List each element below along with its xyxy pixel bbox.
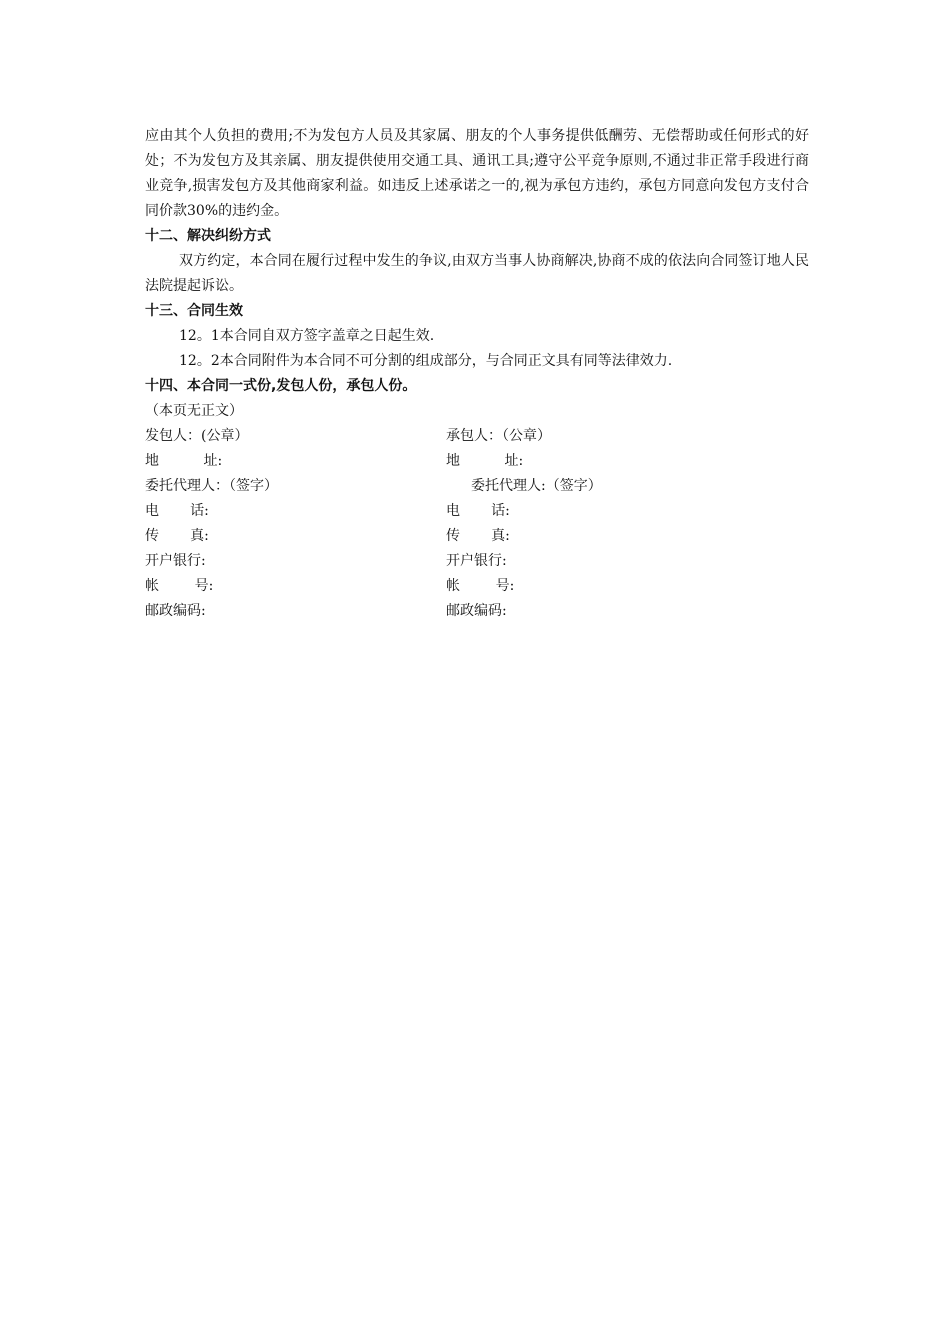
contractor-phone-label: 电 话: <box>446 503 510 519</box>
signature-row-party <box>145 424 809 449</box>
contractor-agent-label: 委托代理人:（签字） <box>471 478 602 494</box>
signature-row-phone <box>145 499 809 524</box>
employer-account-label: 帐 号: <box>145 578 214 594</box>
employer-postcode-label: 邮政编码: <box>145 603 206 619</box>
contractor-fax-label: 传 真: <box>446 528 510 544</box>
no-text-note: （本页无正文） <box>145 403 243 419</box>
contractor-account-label: 帐 号: <box>446 578 515 594</box>
contractor-address-label: 地 址: <box>446 453 524 469</box>
employer-bank-label: 开户银行: <box>145 553 206 569</box>
employer-label: 发包人：(公章） <box>145 428 249 444</box>
contractor-postcode-label: 邮政编码: <box>446 603 507 619</box>
signature-row-agent <box>145 474 809 499</box>
signature-row-fax <box>145 524 809 549</box>
paragraph-continuation: 应由其个人负担的费用;不为发包方人员及其家属、朋友的个人事务提供低酬劳、无偿帮助或任何形式的好处；不为发包方及其亲属、朋友提供使用交通工具、通讯工具;遵守公平竞争原则,不通过非正常手段进行商业竞争,损害发包方及其他商家利益。如违反上述承诺之一的,视为承包方违约，承包方同意向发包方支付合同价款30%的违约金。 <box>145 128 809 219</box>
contractor-bank-label: 开户银行: <box>446 553 507 569</box>
employer-fax-label: 传 真: <box>145 528 209 544</box>
section-12-text: 双方约定，本合同在履行过程中发生的争议,由双方当事人协商解决,协商不成的依法向合同签订地人民法院提起诉讼。 <box>145 253 809 294</box>
employer-phone-label: 电 话: <box>145 503 209 519</box>
section-14-heading: 十四、本合同一式份,发包人份，承包人份。 <box>145 378 417 394</box>
signature-row-bank <box>145 549 809 574</box>
employer-agent-label: 委托代理人：（签字） <box>145 478 278 494</box>
contractor-label: 承包人：（公章） <box>446 428 551 444</box>
signature-row-account <box>145 574 809 599</box>
section-13-item-2: 12。2本合同附件为本合同不可分割的组成部分，与合同正文具有同等法律效力. <box>179 353 673 369</box>
document-page <box>145 124 809 624</box>
signature-row-postcode <box>145 599 809 624</box>
section-13-heading: 十三、合同生效 <box>145 303 243 319</box>
section-12-heading: 十二、解决纠纷方式 <box>145 228 271 244</box>
employer-address-label: 地 址: <box>145 453 223 469</box>
signature-row-address <box>145 449 809 474</box>
section-13-item-1: 12。1本合同自双方签字盖章之日起生效. <box>179 328 435 344</box>
signature-block <box>145 424 809 624</box>
